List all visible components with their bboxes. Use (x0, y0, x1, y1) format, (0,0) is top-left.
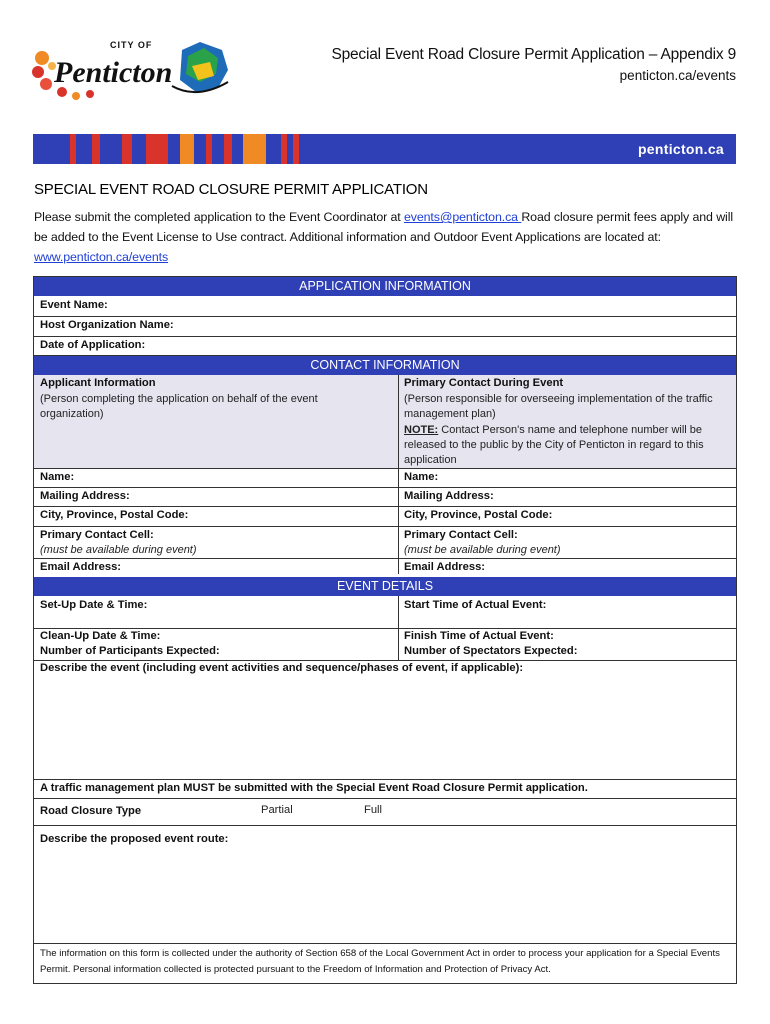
applicant-name-field[interactable]: Name: (40, 471, 75, 483)
divider (34, 316, 736, 317)
banner-stripe (92, 134, 100, 164)
divider (34, 506, 736, 507)
privacy-notice: The information on this form is collected under the authority of Section 658 of the Local Government Act in order to process your application for a Special Events Permit. Personal information collected is protected pursuant to the Freedom of Information and Protection of Privacy Act. (40, 948, 720, 975)
divider (34, 779, 736, 780)
participants-field[interactable]: Number of Participants Expected: (40, 645, 220, 657)
banner-stripe (243, 134, 266, 164)
divider (34, 468, 736, 469)
banner-stripe (70, 134, 76, 164)
header-title: Special Event Road Closure Permit Application – Appendix 9 (331, 46, 736, 63)
host-organization-field[interactable]: Host Organization Name: (40, 319, 174, 331)
column-divider (398, 375, 399, 574)
divider (34, 943, 736, 944)
event-name-field[interactable]: Event Name: (40, 299, 108, 311)
describe-event-field[interactable]: Describe the event (including event activities and sequence/phases of event, if applicable): (40, 662, 524, 674)
svg-text:CITY OF: CITY OF (110, 40, 153, 50)
primary-contact-heading: Primary Contact During Event (404, 377, 564, 389)
note-label: NOTE: (404, 424, 439, 436)
permit-form (33, 276, 737, 984)
page-title: SPECIAL EVENT ROAD CLOSURE PERMIT APPLICATION (34, 181, 428, 198)
svg-text:Penticton: Penticton (54, 56, 173, 89)
banner-stripe (224, 134, 232, 164)
header-url: penticton.ca/events (619, 68, 736, 83)
applicant-information-heading: Applicant Information (40, 377, 156, 389)
banner-text: penticton.ca (637, 141, 724, 157)
banner-stripe (281, 134, 287, 164)
cleanup-date-field[interactable]: Clean-Up Date & Time: (40, 630, 161, 642)
divider (34, 798, 736, 799)
primary-mailing-field[interactable]: Mailing Address: (404, 490, 494, 502)
intro-text: Please submit the completed application to the Event Coordinator at (34, 210, 404, 224)
banner-stripe (146, 134, 168, 164)
applicant-mailing-field[interactable]: Mailing Address: (40, 490, 130, 502)
primary-cell-field[interactable]: Primary Contact Cell: (404, 529, 518, 541)
primary-city-field[interactable]: City, Province, Postal Code: (404, 509, 553, 521)
applicant-cell-note: (must be available during event) (40, 544, 197, 556)
divider (34, 336, 736, 337)
banner-stripe (180, 134, 194, 164)
note-text: Contact Person's name and telephone number will be released to the public by the City of Penticton in regard to this application (404, 424, 704, 466)
section-contact-information: CONTACT INFORMATION (34, 356, 736, 375)
events-link[interactable]: www.penticton.ca/events (34, 250, 169, 264)
banner-stripe (122, 134, 132, 164)
road-closure-option-full[interactable]: Full (364, 804, 383, 816)
primary-name-field[interactable]: Name: (404, 471, 439, 483)
intro-text: Road closure permit fees apply and will be added to the Event License to Use contract. Additional information and Outdoor Event Applications are located at: (34, 210, 733, 244)
applicant-email-field[interactable]: Email Address: (40, 561, 122, 573)
road-closure-option-partial[interactable]: Partial (261, 804, 293, 816)
primary-email-field[interactable]: Email Address: (404, 561, 486, 573)
divider (34, 558, 736, 559)
start-time-field[interactable]: Start Time of Actual Event: (404, 599, 547, 611)
primary-contact-description: (Person responsible for overseeing implementation of the traffic management plan) (404, 393, 713, 420)
banner-stripe (293, 134, 299, 164)
section-application-information: APPLICATION INFORMATION (34, 277, 736, 296)
banner-stripe (206, 134, 212, 164)
date-of-application-field[interactable]: Date of Application: (40, 339, 146, 351)
divider (34, 825, 736, 826)
applicant-description: (Person completing the application on behalf of the event organization) (40, 393, 318, 420)
road-closure-type-label: Road Closure Type (40, 805, 142, 817)
section-event-details: EVENT DETAILS (34, 577, 736, 596)
applicant-city-field[interactable]: City, Province, Postal Code: (40, 509, 189, 521)
city-of-penticton-logo (32, 36, 232, 106)
email-link[interactable]: events@penticton.ca (403, 210, 522, 224)
traffic-plan-notice: A traffic management plan MUST be submitted with the Special Event Road Closure Permit application. (40, 782, 588, 794)
primary-contact-note (404, 423, 734, 468)
divider (34, 660, 736, 661)
applicant-cell-field[interactable]: Primary Contact Cell: (40, 529, 154, 541)
brand-banner (33, 134, 736, 164)
finish-time-field[interactable]: Finish Time of Actual Event: (404, 630, 554, 642)
intro-paragraph (34, 207, 740, 267)
primary-cell-note: (must be available during event) (404, 544, 561, 556)
divider (34, 487, 736, 488)
spectators-field[interactable]: Number of Spectators Expected: (404, 645, 578, 657)
divider (34, 628, 736, 629)
event-route-field[interactable]: Describe the proposed event route: (40, 833, 229, 845)
setup-date-field[interactable]: Set-Up Date & Time: (40, 599, 148, 611)
divider (34, 526, 736, 527)
